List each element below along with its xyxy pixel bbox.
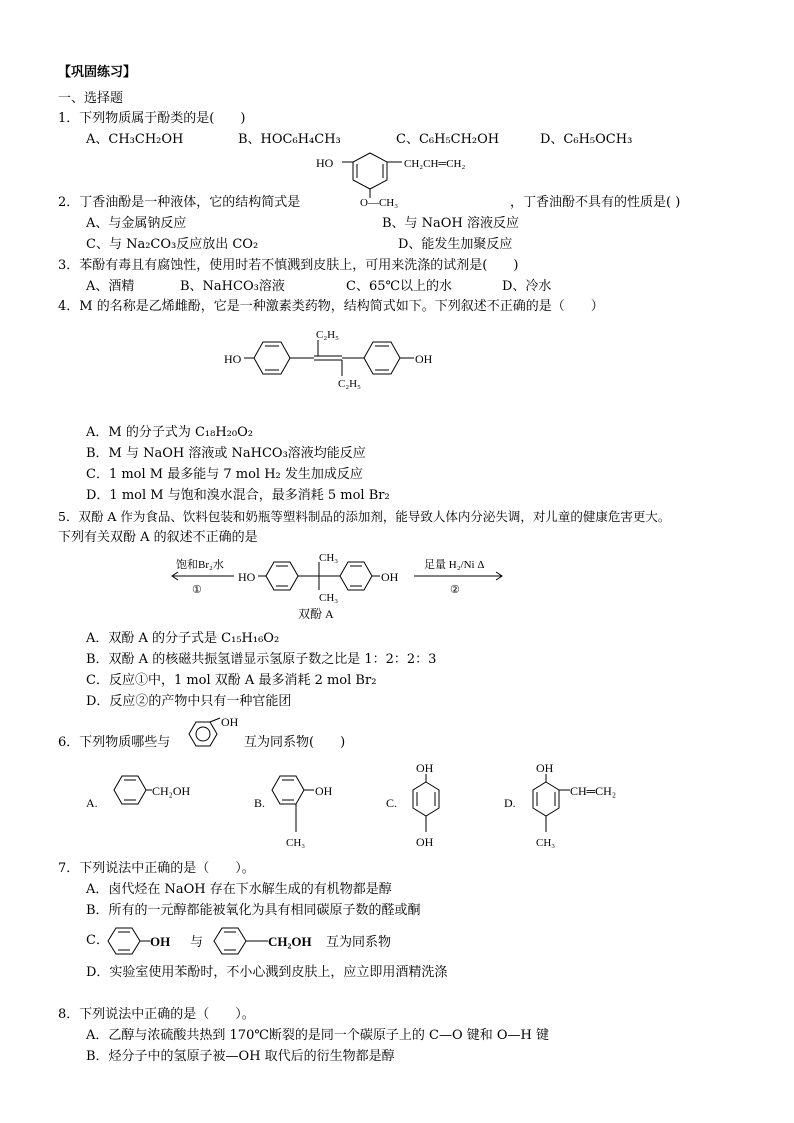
q6-stem-part2: 互为同系物( ) (244, 735, 346, 750)
bpa-name: 双酚 A (298, 607, 334, 621)
q6-options-structures (86, 760, 646, 856)
bpa-ho-label: HO (238, 570, 256, 584)
q2-option-d: D、能发生加聚反应 (398, 237, 513, 252)
arrow-left-reagent: 饱和Br₂水 (176, 559, 224, 571)
des-top-ethyl: C₂H₅ (316, 329, 339, 341)
q6-a-label: A. (86, 796, 98, 810)
arrow-right-reagent: 足量 H₂/Ni Δ (424, 559, 485, 571)
q6-d-ch3: CH₃ (536, 837, 556, 849)
q5-option-a: A．双酚 A 的分子式是 C₁₅H₁₆O₂ (86, 631, 280, 646)
q6-c-oh-bottom: OH (416, 835, 434, 849)
q4-option-a: A．M 的分子式为 C₁₈H₂₀O₂ (86, 425, 253, 440)
q7-option-c-structures (104, 922, 424, 960)
bpa-ch3-top: CH₃ (319, 552, 339, 564)
q7-c-phenol-oh: OH (150, 934, 171, 949)
q8-option-a: A．乙醇与浓硫酸共热到 170℃断裂的是同一个碳原子上的 C—O 键和 O—H 键 (86, 1028, 550, 1043)
q8-option-b: B．烃分子中的氢原子被—OH 取代后的衍生物都是醇 (86, 1049, 395, 1064)
bpa-oh-label: OH (381, 570, 399, 584)
q8-stem: 8．下列说法中正确的是（ ）。 (58, 1007, 255, 1022)
eugenol-och3-label: O—CH₃ (360, 197, 399, 209)
q6-a-group: CH₂OH (152, 784, 191, 798)
q1-option-c: C、C₆H₅CH₂OH (396, 132, 500, 147)
eugenol-structure (310, 148, 510, 210)
eugenol-ho-label: HO (316, 156, 334, 170)
q2-option-b: B、与 NaOH 溶液反应 (382, 216, 519, 231)
q3-stem: 3．苯酚有毒且有腐蚀性，使用时若不慎溅到皮肤上，可用来洗涤的试剂是( ) (58, 258, 519, 273)
q4-option-d: D．1 mol M 与饱和溴水混合，最多消耗 5 mol Br₂ (86, 488, 390, 503)
q5-option-c: C．反应①中，1 mol 双酚 A 最多消耗 2 mol Br₂ (86, 673, 377, 688)
q3-option-a: A、酒精 (86, 279, 135, 294)
diethylstilbestrol-structure (224, 326, 454, 390)
q2-stem-part2: ，丁香油酚不具有的性质是( ) (510, 195, 681, 210)
bisphenol-a-scheme (168, 548, 508, 624)
q4-stem: 4．M 的名称是乙烯雌酚，它是一种激素类药物，结构简式如下。下列叙述不正确的是（ ） (58, 299, 604, 314)
q6-c-label: C. (386, 796, 398, 810)
q7-option-b: B．所有的一元醇都能被氧化为具有相同碳原子数的醛或酮 (86, 903, 421, 918)
q5-stem-line1: 5．双酚 A 作为食品、饮料包装和奶瓶等塑料制品的添加剂，能导致人体内分泌失调，对儿童的健康危害更大。 (58, 509, 671, 524)
arrow-right-number: ② (450, 584, 460, 596)
q5-stem-line2: 下列有关双酚 A 的叙述不正确的是 (58, 530, 258, 545)
q6-b-ch3: CH₃ (286, 837, 306, 849)
q2-option-a: A、与金属钠反应 (86, 216, 187, 231)
q4-option-b: B．M 与 NaOH 溶液或 NaHCO₃溶液均能反应 (86, 446, 366, 461)
q6-b-oh: OH (315, 784, 333, 798)
q6-stem-part1: 6．下列物质哪些与 (58, 735, 171, 750)
eugenol-chain-label: CH₂CH═CH₂ (404, 158, 466, 170)
bpa-ch3-bottom: CH₃ (319, 592, 339, 604)
q6-d-oh: OH (536, 761, 554, 775)
q7-c-with: 与 (190, 934, 204, 949)
q7-option-c-label: C． (86, 933, 109, 948)
q5-option-d: D．反应②的产物中只有一种官能团 (86, 694, 292, 709)
q6-d-vinyl: CH═CH₂ (570, 784, 617, 798)
q3-option-d: D、冷水 (502, 279, 552, 294)
q1-option-a: A、CH₃CH₂OH (86, 132, 184, 147)
q3-option-c: C、65℃以上的水 (346, 279, 453, 294)
q7-stem: 7．下列说法中正确的是（ ）。 (58, 861, 255, 876)
part-heading: 一、选择题 (58, 91, 124, 106)
q5-option-b: B．双酚 A 的核磁共振氢谱显示氢原子数之比是 1：2：2：3 (86, 652, 437, 667)
q1-option-b: B、HOC₆H₄CH₃ (238, 132, 341, 147)
q7-option-a: A．卤代烃在 NaOH 存在下水解生成的有机物都是醇 (86, 882, 392, 897)
q6-d-label: D. (504, 796, 516, 810)
q1-stem: 1．下列物质属于酚类的是( ) (58, 111, 246, 126)
q6-c-oh-top: OH (416, 761, 434, 775)
q6-b-label: B. (254, 796, 266, 810)
des-oh-label: OH (415, 352, 433, 366)
q7-c-benzyl-ch2oh: CH₂OH (268, 934, 312, 949)
q3-option-b: B、NaHCO₃溶液 (180, 279, 285, 294)
q4-option-c: C．1 mol M 最多能与 7 mol H₂ 发生加成反应 (86, 467, 363, 482)
phenol-reference-structure (176, 714, 246, 758)
q7-option-d: D．实验室使用苯酚时，不小心溅到皮肤上，应立即用酒精洗涤 (86, 965, 448, 980)
des-ho-label: HO (224, 352, 242, 366)
des-bottom-ethyl: C₂H₅ (338, 378, 361, 390)
q2-option-c: C、与 Na₂CO₃反应放出 CO₂ (86, 237, 259, 252)
q1-option-d: D、C₆H₅OCH₃ (540, 132, 633, 147)
phenol-ref-oh: OH (221, 715, 239, 729)
q2-stem-part1: 2．丁香油酚是一种液体，它的结构简式是 (58, 195, 301, 210)
arrow-left-number: ① (192, 584, 202, 596)
q7-c-tail: 互为同系物 (326, 934, 392, 949)
section-title: 【巩固练习】 (58, 65, 137, 80)
